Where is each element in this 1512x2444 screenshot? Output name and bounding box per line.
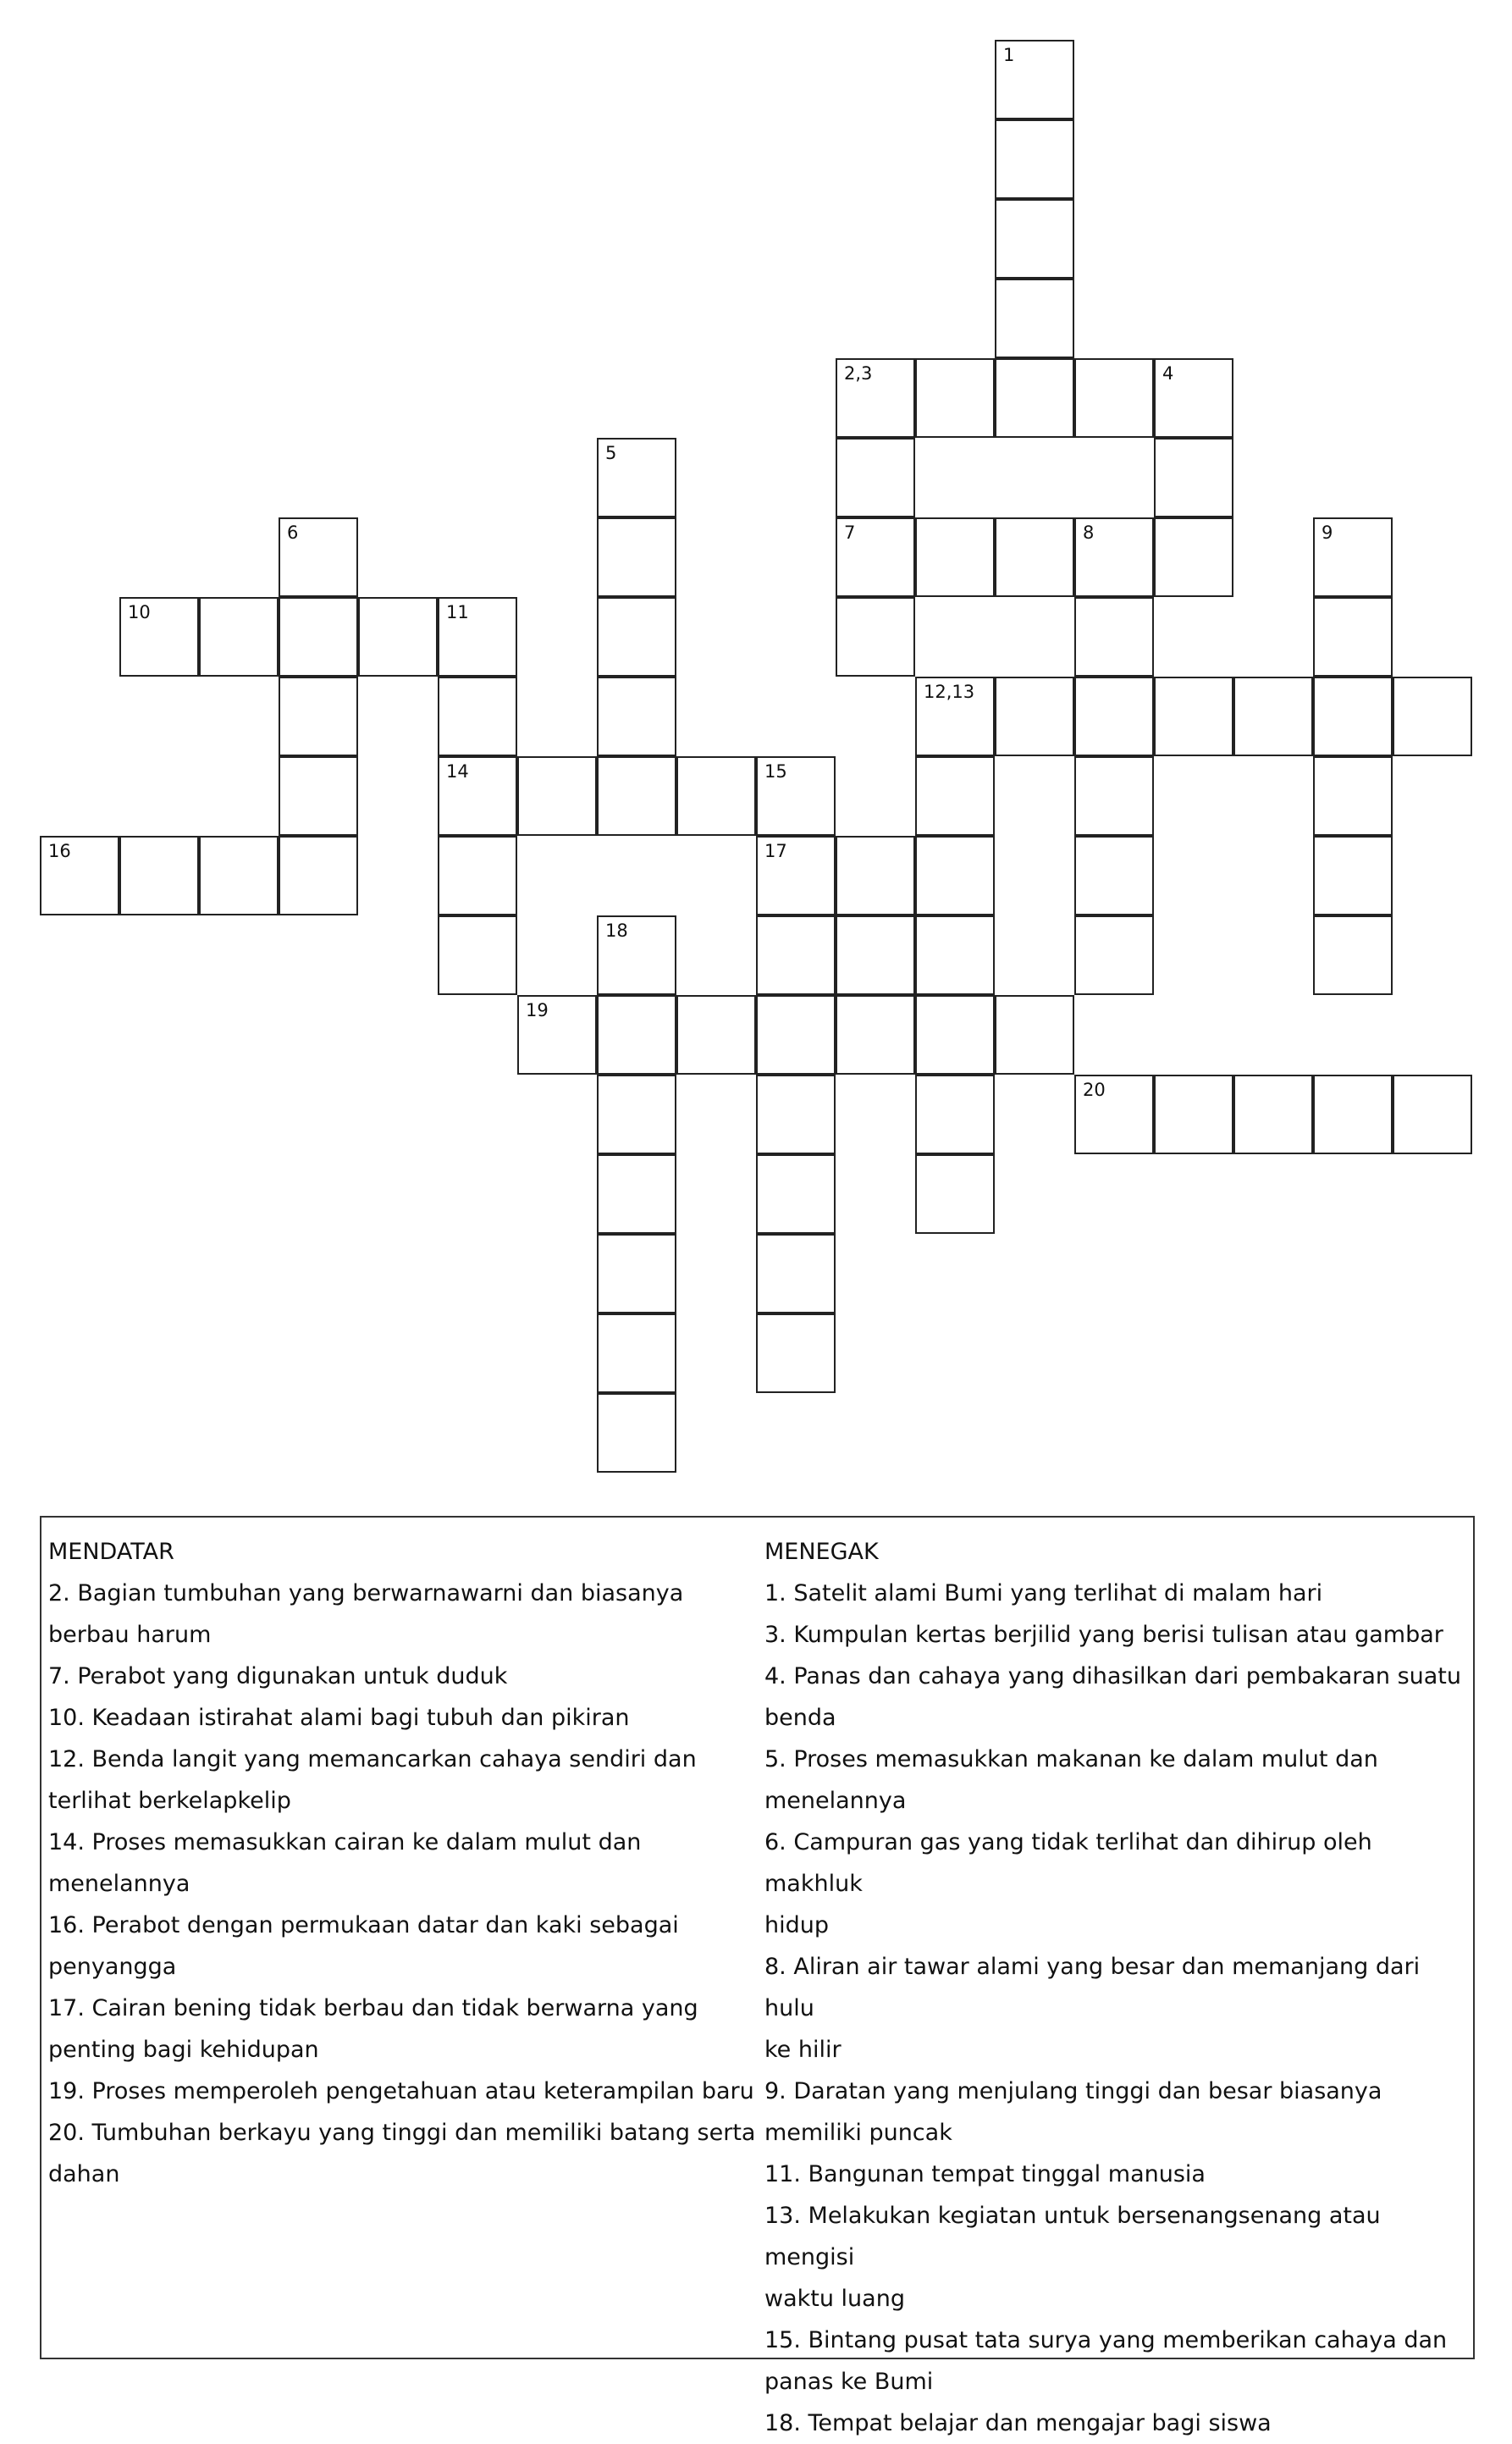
crossword-cell[interactable] [756,995,836,1075]
clue-number: 17 [764,841,787,861]
crossword-cell[interactable] [279,517,358,597]
crossword-cell[interactable] [915,517,995,597]
crossword-cell[interactable] [756,915,836,995]
crossword-cell[interactable] [597,756,676,836]
down-clue-list [764,1573,1467,2444]
crossword-cell[interactable] [1074,677,1154,756]
crossword-cell[interactable] [1313,517,1393,597]
clue-number: 5 [605,443,617,463]
down-clue-line: 11. Bangunan tempat tinggal manusia [764,2161,1206,2187]
crossword-cell[interactable] [279,836,358,915]
down-clues [764,1531,1467,2444]
across-clues [48,1531,764,2195]
crossword-cell[interactable] [1154,438,1233,517]
crossword-cell[interactable] [438,756,517,836]
clue-number: 20 [1083,1080,1106,1100]
crossword-cell[interactable] [1313,915,1393,995]
crossword-cell[interactable] [756,1234,836,1313]
down-clue-line: memiliki puncak [764,2120,952,2146]
clue-number: 4 [1162,363,1174,384]
crossword-cell[interactable] [1313,836,1393,915]
crossword-cell[interactable] [995,517,1074,597]
crossword-cell[interactable] [915,1154,995,1234]
clue-number: 1 [1003,45,1015,65]
crossword-cell[interactable] [995,119,1074,199]
crossword-cell[interactable] [836,517,915,597]
across-clue-line: 10. Keadaan istirahat alami bagi tubuh dan pikiran [48,1705,630,1731]
across-clue-line: 14. Proses memasukkan cairan ke dalam mulut dan [48,1829,642,1855]
crossword-cell[interactable] [1233,1075,1313,1154]
crossword-cell[interactable] [517,756,597,836]
clue-number: 10 [128,602,151,622]
down-clue-line: 13. Melakukan kegiatan untuk bersenangsenang atau mengisi [764,2203,1381,2270]
down-heading: MENEGAK [764,1539,879,1565]
crossword-cell[interactable] [915,836,995,915]
clue-number: 12,13 [924,682,975,702]
crossword-cell[interactable] [756,1075,836,1154]
clue-number: 2,3 [844,363,873,384]
crossword-cell[interactable] [597,677,676,756]
down-clue-line: waktu luang [764,2286,905,2312]
crossword-cell[interactable] [597,1234,676,1313]
crossword-cell[interactable] [836,438,915,517]
crossword-cell[interactable] [756,1313,836,1393]
crossword-cell[interactable] [597,1313,676,1393]
down-clue-line: hidup [764,1912,830,1938]
down-clue-line: 4. Panas dan cahaya yang dihasilkan dari pembakaran suatu [764,1663,1461,1689]
crossword-cell[interactable] [915,915,995,995]
across-clue-line: 17. Cairan bening tidak berbau dan tidak berwarna yang [48,1995,698,2021]
crossword-cell[interactable] [836,995,915,1075]
across-clue-line: dahan [48,2161,120,2187]
crossword-cell[interactable] [756,836,836,915]
clue-number: 11 [446,602,469,622]
crossword-cell[interactable] [1313,1075,1393,1154]
crossword-cell[interactable] [1313,756,1393,836]
crossword-cell[interactable] [836,358,915,438]
across-clue-list [48,1573,764,2195]
crossword-cell[interactable] [438,836,517,915]
across-clue-line: 16. Perabot dengan permukaan datar dan kaki sebagai [48,1912,679,1938]
crossword-cell[interactable] [119,836,199,915]
down-clue-line: 1. Satelit alami Bumi yang terlihat di malam hari [764,1580,1323,1606]
across-clue-line: 20. Tumbuhan berkayu yang tinggi dan memiliki batang serta [48,2120,756,2146]
crossword-cell[interactable] [915,358,995,438]
crossword-cell[interactable] [1393,677,1472,756]
across-clue-line: menelannya [48,1871,190,1897]
clue-number: 15 [764,761,787,782]
crossword-cell[interactable] [995,677,1074,756]
crossword-cell[interactable] [358,597,438,677]
across-clue-line: penting bagi kehidupan [48,2037,319,2063]
down-clue-line: panas ke Bumi [764,2369,934,2395]
down-clue-line: benda [764,1705,836,1731]
crossword-cell[interactable] [1154,517,1233,597]
crossword-cell[interactable] [597,1393,676,1473]
down-clue-line: 9. Daratan yang menjulang tinggi dan besar biasanya [764,2078,1382,2104]
crossword-cell[interactable] [597,597,676,677]
crossword-cell[interactable] [676,756,756,836]
down-clue-line: menelannya [764,1788,907,1814]
crossword-cell[interactable] [597,915,676,995]
crossword-cell[interactable] [1313,677,1393,756]
crossword-cell[interactable] [995,40,1074,119]
crossword-cell[interactable] [119,597,199,677]
down-clue-line: 15. Bintang pusat tata surya yang memberikan cahaya dan [764,2327,1448,2353]
crossword-cell[interactable] [438,915,517,995]
crossword-cell[interactable] [1074,915,1154,995]
clue-number: 7 [844,523,856,543]
crossword-cell[interactable] [199,597,279,677]
crossword-cell[interactable] [1074,597,1154,677]
crossword-cell[interactable] [836,836,915,915]
across-heading: MENDATAR [48,1539,174,1565]
crossword-cell[interactable] [40,836,119,915]
down-clue-line: 18. Tempat belajar dan mengajar bagi siswa [764,2410,1272,2436]
crossword-cell[interactable] [1074,517,1154,597]
across-clue-line: penyangga [48,1954,177,1980]
down-clue-line: 6. Campuran gas yang tidak terlihat dan dihirup oleh makhluk [764,1829,1372,1897]
crossword-cell[interactable] [279,597,358,677]
down-clue-line: 3. Kumpulan kertas berjilid yang berisi tulisan atau gambar [764,1622,1443,1648]
clue-number: 6 [287,523,299,543]
across-clue-line: berbau harum [48,1622,212,1648]
crossword-cell[interactable] [995,358,1074,438]
crossword-cell[interactable] [1074,836,1154,915]
crossword-cell[interactable] [1074,756,1154,836]
crossword-cell[interactable] [1154,677,1233,756]
crossword-cell[interactable] [995,279,1074,358]
across-clue-line: 19. Proses memperoleh pengetahuan atau keterampilan baru [48,2078,754,2104]
clue-number: 16 [48,841,71,861]
crossword-cell[interactable] [279,677,358,756]
crossword-cell[interactable] [836,597,915,677]
clue-number: 14 [446,761,469,782]
crossword-cell[interactable] [597,438,676,517]
down-clue-line: 5. Proses memasukkan makanan ke dalam mulut dan [764,1746,1378,1772]
crossword-cell[interactable] [756,756,836,836]
crossword-cell[interactable] [1154,1075,1233,1154]
crossword-cell[interactable] [915,756,995,836]
crossword-cell[interactable] [995,995,1074,1075]
across-clue-line: terlihat berkelapkelip [48,1788,291,1814]
crossword-cell[interactable] [279,756,358,836]
crossword-cell[interactable] [756,1154,836,1234]
clue-number: 18 [605,921,628,941]
crossword-cell[interactable] [438,677,517,756]
crossword-cell[interactable] [1154,358,1233,438]
clue-number: 8 [1083,523,1095,543]
crossword-cell[interactable] [1393,1075,1472,1154]
crossword-cell[interactable] [995,199,1074,279]
crossword-cell[interactable] [1313,597,1393,677]
crossword-cell[interactable] [915,995,995,1075]
crossword-cell[interactable] [517,995,597,1075]
across-clue-line: 12. Benda langit yang memancarkan cahaya sendiri dan [48,1746,697,1772]
crossword-cell[interactable] [199,836,279,915]
crossword-cell[interactable] [1233,677,1313,756]
crossword-cell[interactable] [438,597,517,677]
down-clue-line: ke hilir [764,2037,842,2063]
crossword-cell[interactable] [915,677,995,756]
across-clue-line: 7. Perabot yang digunakan untuk duduk [48,1663,508,1689]
crossword-cell[interactable] [597,1075,676,1154]
clue-number: 9 [1322,523,1333,543]
down-clue-line: 8. Aliran air tawar alami yang besar dan memanjang dari hulu [764,1954,1421,2021]
clue-number: 19 [526,1000,549,1020]
crossword-cell[interactable] [597,1154,676,1234]
crossword-cell[interactable] [597,517,676,597]
crossword-cell[interactable] [676,995,756,1075]
crossword-cell[interactable] [836,915,915,995]
crossword-cell[interactable] [597,995,676,1075]
crossword-cell[interactable] [1074,1075,1154,1154]
crossword-cell[interactable] [1074,358,1154,438]
across-clue-line: 2. Bagian tumbuhan yang berwarnawarni dan biasanya [48,1580,684,1606]
clue-box [40,1516,1475,2436]
crossword-cell[interactable] [915,1075,995,1154]
